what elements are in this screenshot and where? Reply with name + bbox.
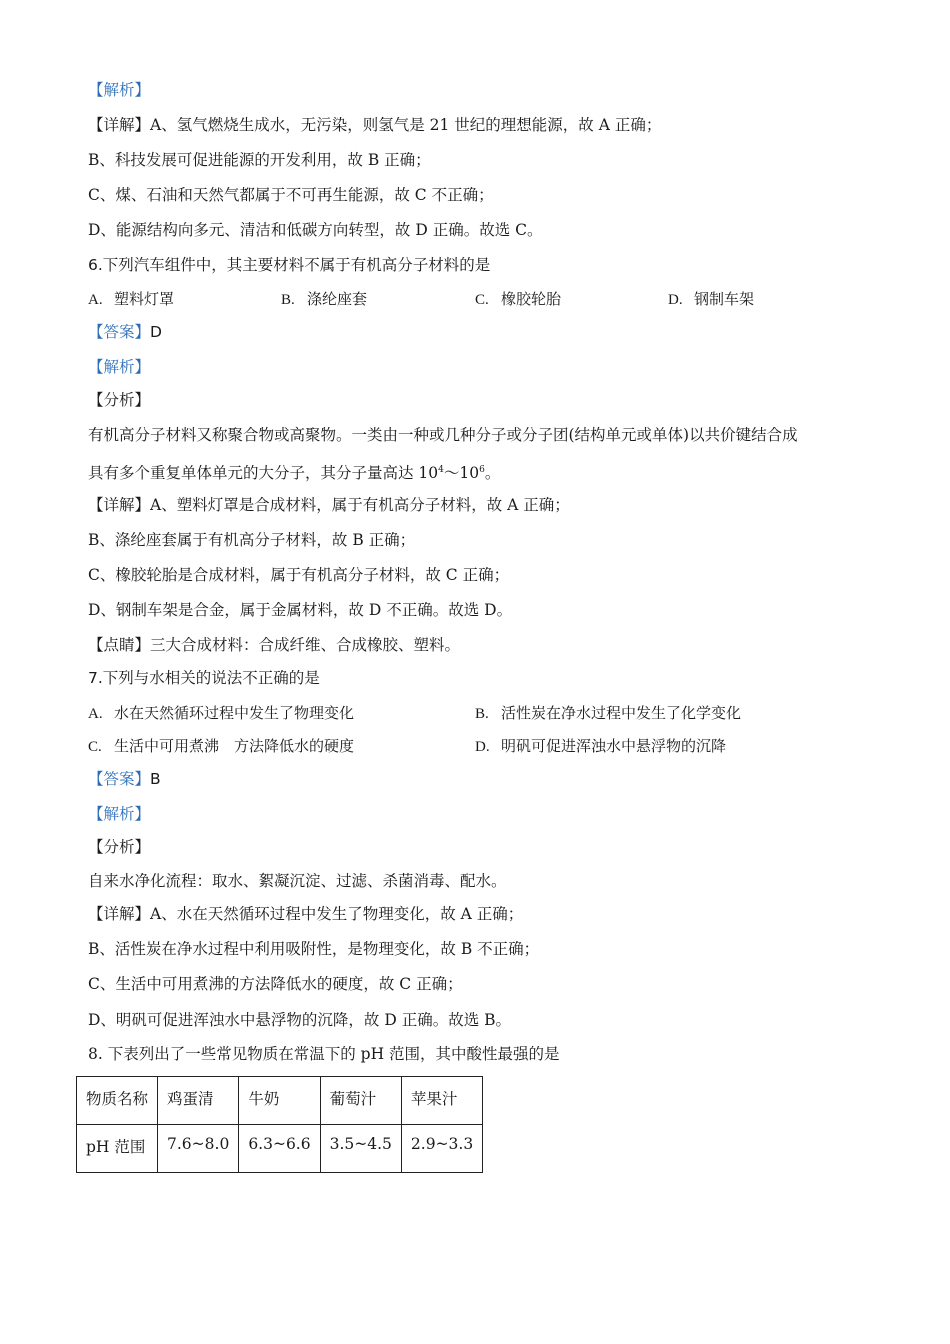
- q6-detail-c: C、橡胶轮胎是合成材料，属于有机高分子材料，故 C 正确；: [88, 566, 510, 584]
- table-cell: 物质名称: [77, 1077, 158, 1125]
- q7-option-a: A. 水在天然循环过程中发生了物理变化: [88, 704, 355, 722]
- q6-option-c: C. 橡胶轮胎: [475, 290, 562, 308]
- q7-detail-a: 【详解】A、水在天然循环过程中发生了物理变化，故 A 正确；: [88, 905, 524, 923]
- table-cell: 2.9~3.3: [401, 1125, 482, 1173]
- q7-number: 7.: [88, 669, 103, 687]
- q6-number: 6.: [88, 256, 103, 274]
- q7-detail-c: C、生活中可用煮沸的方法降低水的硬度，故 C 正确；: [88, 975, 463, 993]
- q5-detail-c: C、煤、石油和天然气都属于不可再生能源，故 C 不正确；: [88, 186, 494, 204]
- q6-option-d: D. 钢制车架: [668, 290, 755, 308]
- q7-detail-d: D、明矾可促进浑浊水中悬浮物的沉降，故 D 正确。故选 B。: [88, 1011, 512, 1029]
- q6-stem: [88, 255, 490, 275]
- q6-option-b: B. 涤纶座套: [281, 290, 368, 308]
- q7-answer-value: B: [150, 770, 161, 788]
- table-cell: 苹果汁: [401, 1077, 482, 1125]
- table-cell: 7.6~8.0: [158, 1125, 239, 1173]
- q7-answer-label: 【答案】: [88, 770, 151, 788]
- q6-fenxi-heading: 【分析】: [88, 391, 151, 409]
- q6-stem-text: 下列汽车组件中，其主要材料不属于有机高分子材料的是: [102, 256, 491, 274]
- q7-option-b: B. 活性炭在净水过程中发生了化学变化: [475, 704, 742, 722]
- q7-stem-text: 下列与水相关的说法不正确的是: [102, 669, 320, 687]
- q6-analysis-line2: 具有多个重复单体单元的大分子，其分子量高达 $10^4\sim 10^6$。: [88, 464, 501, 482]
- q6-dianjing: 【点睛】三大合成材料：合成纤维、合成橡胶、塑料。: [88, 636, 461, 654]
- exponent-6: 6: [479, 465, 485, 475]
- table-cell: 葡萄汁: [320, 1077, 401, 1125]
- table-cell: 牛奶: [239, 1077, 320, 1125]
- q6-detail-d: D、钢制车架是合金，属于金属材料，故 D 不正确。故选 D。: [88, 601, 513, 619]
- q7-option-c: C. 生活中可用煮沸 方法降低水的硬度: [88, 737, 355, 755]
- q7-detail-b: B、活性炭在净水过程中利用吸附性，是物理变化，故 B 不正确；: [88, 940, 540, 958]
- q7-fenxi-heading: 【分析】: [88, 838, 151, 856]
- q7-jiexi-heading: 【解析】: [88, 805, 151, 823]
- q5-detail-a: 【详解】A、氢气燃烧生成水，无污染，则氢气是 21 世纪的理想能源，故 A 正确；: [88, 116, 662, 134]
- q7-stem: [88, 668, 320, 688]
- table-cell: 3.5~4.5: [320, 1125, 401, 1173]
- q5-detail-d: D、能源结构向多元、清洁和低碳方向转型，故 D 正确。故选 C。: [88, 221, 543, 239]
- q7-analysis: 自来水净化流程：取水、絮凝沉淀、过滤、杀菌消毒、配水。: [88, 872, 507, 890]
- table-cell: 鸡蛋清: [158, 1077, 239, 1125]
- q6-answer: [88, 322, 162, 342]
- q6-analysis-line1: 有机高分子材料又称聚合物或高聚物。一类由一种或几种分子或分子团(结构单元或单体)以共价键结合成: [88, 426, 798, 444]
- q6-answer-value: D: [150, 323, 162, 341]
- q7-option-d: D. 明矾可促进浑浊水中悬浮物的沉降: [475, 737, 727, 755]
- table-cell: 6.3~6.6: [239, 1125, 320, 1173]
- q6-detail-a: 【详解】A、塑料灯罩是合成材料，属于有机高分子材料，故 A 正确；: [88, 496, 570, 514]
- q8-stem: 8. 下表列出了一些常见物质在常温下的 pH 范围，其中酸性最强的是: [88, 1045, 560, 1063]
- q6-jiexi-heading: 【解析】: [88, 358, 151, 376]
- q7-answer: [88, 769, 161, 789]
- q6-option-a: A. 塑料灯罩: [88, 290, 175, 308]
- table-header-row: [77, 1077, 483, 1125]
- table-row: [77, 1125, 483, 1173]
- q5-jiexi-heading: 【解析】: [88, 81, 151, 99]
- table-cell: pH 范围: [77, 1125, 158, 1173]
- ph-range-table: [76, 1076, 483, 1173]
- q6-answer-label: 【答案】: [88, 323, 151, 341]
- q6-detail-b: B、涤纶座套属于有机高分子材料，故 B 正确；: [88, 531, 416, 549]
- exponent-4: 4: [438, 465, 444, 475]
- q5-detail-b: B、科技发展可促进能源的开发利用，故 B 正确；: [88, 151, 431, 169]
